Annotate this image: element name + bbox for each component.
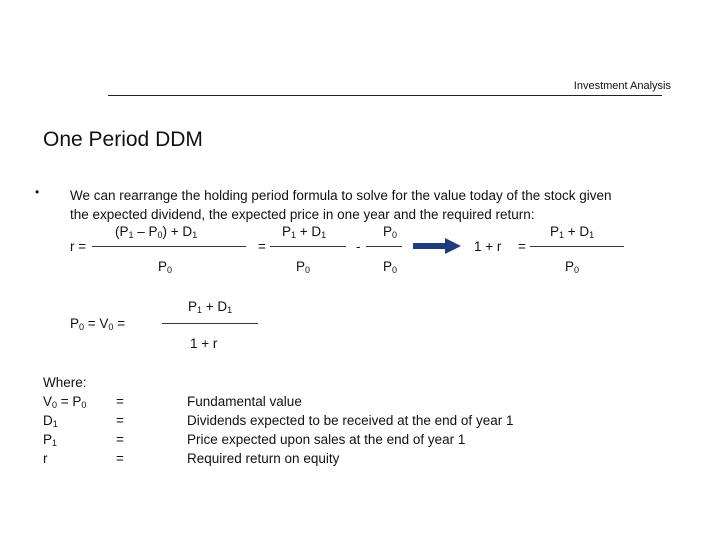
where-equals-r: = bbox=[116, 451, 124, 466]
eq1-fraction-line-2 bbox=[270, 246, 346, 247]
eq1-fraction-line-4 bbox=[530, 246, 624, 247]
eq1-fraction-line-3 bbox=[366, 246, 402, 247]
course-header: Investment Analysis bbox=[573, 80, 671, 92]
eq1-denominator-2: $P_0$ bbox=[296, 259, 311, 275]
eq2-denominator: 1 + r bbox=[190, 336, 218, 351]
bullet-marker: • bbox=[35, 185, 40, 199]
where-symbol-v0: $V_0 = P_0$ bbox=[43, 394, 87, 410]
where-desc-r: Required return on equity bbox=[187, 451, 340, 466]
eq2-numerator: $P_1 + D_1$ bbox=[188, 299, 233, 315]
eq2-fraction-line bbox=[162, 323, 258, 324]
eq1-numerator-2: $P_1 + D_1$ bbox=[282, 224, 327, 240]
where-symbol-d1: $D_1$ bbox=[43, 413, 58, 429]
where-equals-p1: = bbox=[116, 432, 124, 447]
where-heading: Where: bbox=[43, 375, 87, 390]
eq1-equals-1: = bbox=[258, 239, 266, 254]
eq1-denominator-3: $P_0$ bbox=[383, 259, 398, 275]
eq1-r-label: r = bbox=[70, 239, 87, 254]
eq1-numerator-4: $P_1 + D_1$ bbox=[550, 224, 595, 240]
where-desc-d1: Dividends expected to be received at the end of year 1 bbox=[187, 413, 514, 428]
eq1-denominator-4: $P_0$ bbox=[565, 259, 580, 275]
right-arrow-icon bbox=[413, 238, 461, 254]
slide-title: One Period DDM bbox=[43, 128, 203, 151]
where-symbol-p1: $P_1$ bbox=[43, 432, 58, 448]
eq1-equals-2: = bbox=[518, 239, 526, 254]
bullet-line-1: We can rearrange the holding period formula to solve for the value today of the stock given bbox=[70, 188, 612, 203]
eq2-lhs: $P_0 = V_0$ = bbox=[70, 316, 126, 332]
where-equals-v0: = bbox=[116, 394, 124, 409]
where-desc-p1: Price expected upon sales at the end of year 1 bbox=[187, 432, 466, 447]
eq1-minus: - bbox=[356, 239, 361, 254]
eq1-one-plus-r: 1 + r bbox=[474, 239, 502, 254]
eq1-fraction-line-1 bbox=[92, 246, 246, 247]
where-symbol-r: r bbox=[43, 451, 48, 466]
where-desc-v0: Fundamental value bbox=[187, 394, 302, 409]
eq1-numerator-3: $P_0$ bbox=[383, 224, 398, 240]
header-rule bbox=[108, 95, 662, 96]
where-equals-d1: = bbox=[116, 413, 124, 428]
eq1-denominator-1: $P_0$ bbox=[158, 259, 173, 275]
eq1-numerator-1: $(P_1 - P_0) + D_1$ bbox=[115, 224, 198, 240]
bullet-text bbox=[70, 186, 612, 224]
bullet-line-2: the expected dividend, the expected price in one year and the required return: bbox=[70, 207, 535, 222]
